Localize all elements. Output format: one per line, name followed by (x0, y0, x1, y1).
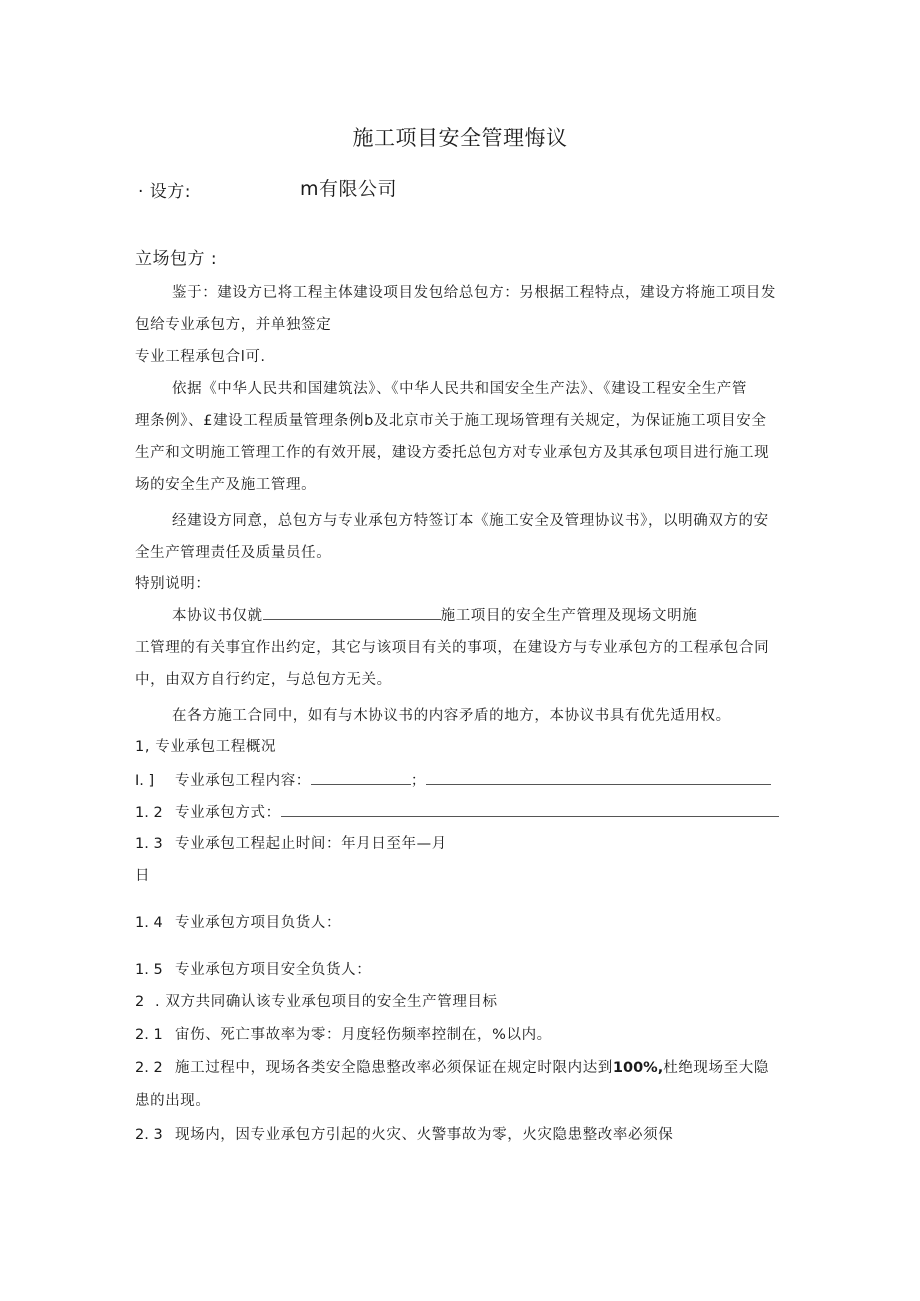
item-2-2-rest: 杜绝现场至大隐 (663, 1060, 769, 1076)
item-1-1-separator: ； (410, 773, 427, 789)
section-2-text: . 双方共同确认该专业承包项目的安全生产管理目标 (155, 994, 498, 1010)
paragraph-4-line-2: 工管理的有关事宜作出约定，其它与该项目有关的事项，在建设方与专业承包方的工程承包合同 (135, 640, 770, 656)
item-1-1-number: I. ] (135, 773, 155, 789)
section-1-heading: 1, 专业承包工程概况 (135, 739, 277, 755)
item-1-5-text: 专业承包方项目安全负货人： (175, 962, 372, 978)
section-2-heading (135, 992, 498, 1012)
item-1-4 (135, 913, 341, 933)
paragraph-2-line-3: 生产和文明施工管理工作的有效开展，建设方委托总包方对专业承包方及其承包项目进行施工现 (135, 445, 770, 461)
item-2-1 (135, 1025, 552, 1045)
document-title: 施工项目安全管理悔议 (352, 126, 568, 150)
item-1-4-text: 专业承包方项目负货人： (175, 915, 342, 931)
paragraph-4-suffix: 施工项目的安全生产管理及现场文明施 (440, 608, 698, 624)
item-1-2-text: 专业承包方式： (175, 805, 281, 821)
item-1-3-text: 专业承包工程起止时间：年月日至年—月 (175, 836, 447, 852)
section-2-number: 2 (135, 994, 145, 1010)
item-2-2-percent: 100%, (612, 1060, 664, 1076)
item-1-1 (135, 770, 771, 791)
item-1-3-tail: 日 (135, 868, 151, 884)
item-2-2-text: 施工过程中，现场各类安全隐患整改率必须保证在规定时限内达到 (175, 1060, 613, 1076)
item-1-2-number: 1. 2 (135, 805, 163, 821)
project-name-blank (263, 605, 441, 620)
paragraph-5: 在各方施工合同中，如有与木协议书的内容矛盾的地方，本协议书具有优先适用权。 (172, 708, 731, 724)
party-a-label: · 设方: (138, 182, 192, 202)
paragraph-4-line-1 (172, 605, 697, 626)
item-2-1-text: 宙伤、死亡事故率为零：月度轻伤频率控制在，%以内。 (175, 1027, 552, 1043)
item-1-4-number: 1. 4 (135, 915, 163, 931)
party-a-value: m有限公司 (300, 178, 398, 200)
item-1-5 (135, 960, 371, 980)
item-1-1-text: 专业承包工程内容： (175, 773, 311, 789)
item-1-3 (135, 834, 447, 854)
item-2-2-line-2: 患的出现。 (135, 1093, 211, 1109)
paragraph-4-prefix: 本协议书仅就 (172, 608, 263, 624)
paragraph-1-line-2: 包给专业承包方，并单独签定 (135, 317, 332, 333)
paragraph-3-line-2: 全生产管理责任及质量员任。 (135, 545, 332, 561)
item-1-5-number: 1. 5 (135, 962, 163, 978)
item-1-3-number: 1. 3 (135, 836, 163, 852)
paragraph-1-line-3: 专业工程承包合l可. (135, 349, 266, 365)
paragraph-2-line-2: 理条例》、£建设工程质量管理条例b及北京市关于施工现场管理有关规定，为保证施工项目安全 (135, 413, 767, 429)
paragraph-3-line-1: 经建设方同意，总包方与专业承包方特签订本《施工安全及管理协议书》，以明确双方的安 (172, 513, 769, 529)
content-blank-2 (426, 770, 771, 785)
paragraph-2-line-1: 依据《中华人民共和国建筑法》、《中华人民共和国安全生产法》、《建设工程安全生产管 (172, 381, 747, 397)
party-b-label: 立场包方 : (135, 249, 218, 269)
item-2-1-number: 2. 1 (135, 1027, 163, 1043)
paragraph-2-line-4: 场的安全生产及施工管理。 (135, 477, 317, 493)
item-1-2 (135, 802, 779, 823)
item-2-2-number: 2. 2 (135, 1060, 163, 1076)
special-note-label: 特别说明： (135, 576, 211, 592)
method-blank (281, 802, 779, 817)
item-2-3-text: 现场内，因专业承包方引起的火灾、火警事故为零，火灾隐患整改率必须保 (175, 1127, 674, 1143)
item-2-3-number: 2. 3 (135, 1127, 163, 1143)
paragraph-4-line-3: 中，由双方自行约定，与总包方无关。 (135, 672, 392, 688)
paragraph-1-line-1: 鉴于：建设方已将工程主体建设项目发包给总包方：另根据工程特点，建设方将施工项目发 (172, 285, 776, 301)
item-2-2 (135, 1058, 769, 1078)
item-2-3 (135, 1125, 673, 1145)
content-blank-1 (311, 770, 411, 785)
